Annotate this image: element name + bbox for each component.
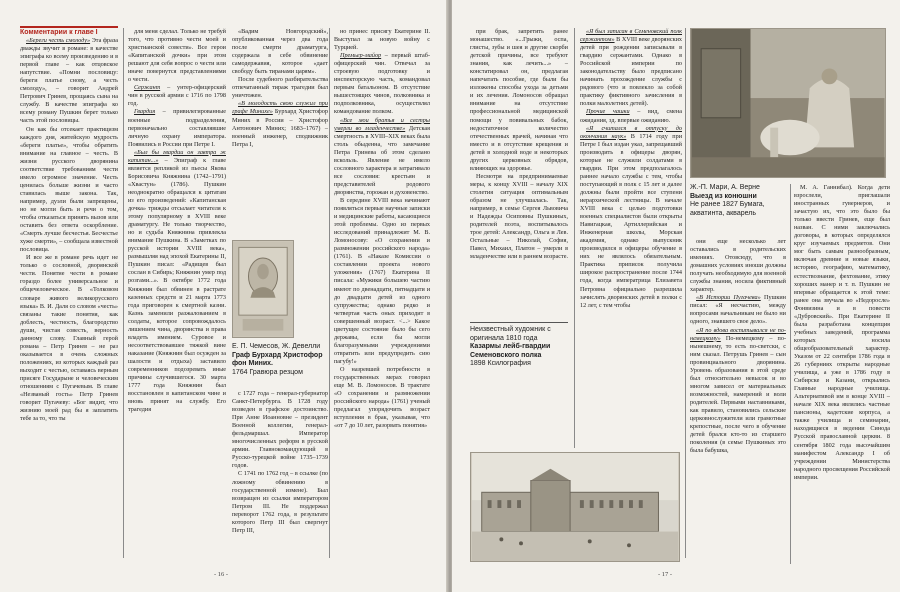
commentary-paragraph bbox=[580, 108, 682, 124]
paragraph-text: После судебного разбирательства отпечатанный тираж трагедии был уничтожен. bbox=[232, 76, 328, 100]
left-col-3-top bbox=[232, 28, 328, 233]
paragraph-lemma: Премьер-майор bbox=[340, 52, 382, 60]
right-col-1-top bbox=[470, 28, 568, 318]
paragraph-text: И все же в романе речь идет не только о сословной, дворянской чести. Понятие чести в романе гораздо более универсальное и общечеловеческое. В «Толковом словаре живого великорусского языка» В. И. Даля со словом «честь» связаны такие понятия, как доблесть, честность, благородство души, чистая совесть, верность данному слову. Главный герой романа – Петр Гринев – не раз оказывается в очень сложных положениях, из которых каждый раз выходит с честью, оставаясь верным присяге Государыне и человеческим отношениям с Пугачевым. В главе «Незваный гость» Петр Гринев говорит Пугачеву: «Бог видит, что жизнию моей рад бы я заплатить тебе за то, что ты bbox=[20, 254, 118, 423]
genre-painting bbox=[690, 28, 886, 178]
caption-author: Ж.-П. Мари, А. Верне bbox=[690, 184, 760, 191]
commentary-paragraph bbox=[690, 294, 786, 326]
commentary-paragraph bbox=[232, 100, 328, 148]
paragraph-text: В XVIII веке дворянских детей при рождении записывали в гвардию сержантами. Однако в Российской империи по законодательству было предписано начинать прохождение службы с рядового (что и повлекло за собой практику фиктивного зачисления в полки малолетних детей). bbox=[580, 36, 682, 108]
commentary-paragraph bbox=[232, 76, 328, 100]
barracks-caption bbox=[470, 326, 582, 369]
paragraph-lemma: «В Истории Пугачева» bbox=[696, 294, 761, 302]
paragraph-lemma: «Я был записан в Семеновский полк сержантом» bbox=[580, 28, 682, 44]
commentary-paragraph bbox=[128, 108, 226, 148]
paragraph-lemma: «Был бы гвардии он завтра ж капитан...» bbox=[128, 148, 226, 164]
paragraph-text: М. А. Ганнибал). Когда дети взрослели, приглашали иностранных гувернеров, и зачастую их, что это было бы только ввести Гринев, еще был назван. С ними заключались договоры, в которых определялся круг изучаемых предметов. Они мог быть самым разнообразным, включая древние и новые языки, историю, географию, математику, естествознание, фехтование, этику хороших манер и т. п. Пушкин не впервые обращается к этой теме: ранее она звучала во «Недоросле» Фонвизина и в повести «Дубровский». При Екатерине II была разработана концепция учебных заведений, программа которых носила общеобразовательный характер. Указом от 22 сентября 1786 года в 26 губерниях открыты народные училища, а уже в 1786 году в Сибирске и Казани, открылись Главные народные училища. Альтернативой им в конце XVIII – начале XIX века являлись частные пансионы, кадетские корпуса, а также училища и семинарии, находящиеся в ведении Синода Русской православной церкви. 8 сентября 1802 года высочайшим манифестом Александр I об учреждении Министерства народного просвещения Российской империи. bbox=[794, 184, 890, 481]
left-col-1 bbox=[20, 28, 118, 568]
caption-meta: Не ранее 1827 Бумага, акватинта, акварель bbox=[690, 201, 765, 217]
paragraph-text: они еще несколько лет оставались в родительских имениях. Отовсюду, что в домашних условиях иноши должны получать необходимую для военной службы знания, носила фиктивный характер. bbox=[690, 238, 786, 294]
paragraph-text: – унтер-офицерский чин в русской армии с 1716 по 1798 год. bbox=[128, 84, 226, 108]
paragraph-lemma: Сержант bbox=[134, 84, 161, 92]
commentary-paragraph bbox=[128, 84, 226, 108]
barracks-engraving bbox=[470, 452, 680, 562]
commentary-paragraph bbox=[334, 197, 430, 366]
paragraph-lemma: «Все мои братья и сестры умерли во младенчестве» bbox=[334, 116, 430, 132]
paragraph-text: но принес присягу Екатерине II. Выступал за новую войну с Турцией. bbox=[334, 28, 430, 52]
left-col-3-bottom bbox=[232, 390, 328, 568]
portrait-engraving bbox=[232, 240, 294, 338]
paragraph-text: – привилегированные военные подразделения, первоначально составлявшие личную охрану императора. Появились в России при Петре I. bbox=[128, 108, 226, 148]
paragraph-text: «Вадим Новгородский», опубликованная через два года после смерти драматурга, содержала в себе обвинение самодержавия, которое «дает свободу быть тиранами царям». bbox=[232, 28, 328, 76]
commentary-paragraph bbox=[334, 52, 430, 116]
commentary-paragraph bbox=[20, 126, 118, 255]
portrait-image bbox=[233, 241, 293, 337]
commentary-paragraph bbox=[232, 28, 328, 76]
paragraph-text: Детская смертность в XVIII–XIX веках была столь обыденна, что замечание Петра Гринева об этом сделано вскользь. Явление не имело сословного характера и затрагивало все сословия: крестьян и представителей родового дворянства, горожан и духовенство. bbox=[334, 124, 430, 196]
paragraph-text: В середине XVIII века начинают появляться первые научные записки и медицинские работы, касающиеся этой проблемы. Одно из первых исследований принадлежит М. В. Ломоносову: «О сохранении и размножении российского народа» (1761). В «Наказе Комиссии о составлении проекта нового уложения» (1767) Екатерина II писала: «Мужики большею частию имеют по двенадцати, пятнадцати и до двадцати детей из одного супружества; однако редко и четвертая часть оных приходит в совершенный возраст. <...> Какое цветущее состояние было бы сего державы, если бы могли благоразумными учреждениями отвратить или предупредить сию пагубу!» bbox=[334, 196, 430, 365]
column-divider bbox=[685, 28, 686, 558]
right-col-3 bbox=[690, 238, 786, 568]
column-divider bbox=[574, 28, 575, 448]
paragraph-lemma: «Я считался в отпуску до окончания наук» bbox=[580, 124, 682, 140]
commentary-paragraph bbox=[128, 149, 226, 415]
commentary-paragraph bbox=[20, 254, 118, 423]
commentary-paragraph bbox=[334, 28, 430, 52]
commentary-paragraph bbox=[794, 184, 890, 482]
paragraph-text: Бурхард Христофор Миних в России – Христофор Антонович Миних; 1683–1767) – военный инженер, сподвижник Петра I, bbox=[232, 108, 328, 148]
genre-painting-caption bbox=[690, 184, 786, 218]
caption-meta: 1898 Ксилография bbox=[470, 360, 531, 368]
column-divider bbox=[123, 28, 124, 558]
paragraph-lemma: «Я по вдова воспитывался не по-немецкому» bbox=[690, 326, 786, 342]
paragraph-text: Несмотря на предпринимаемые меры, к концу XVIII – началу XIX столетия ситуация оптимальным образом не улучшалась. Так, например, в семье Сергея Львовича и Надежды Осиповны Пушкиных, родителей поэта, воспитывалось трое детей: Александр, Ольга и Лев. Остальные – Николай, София, Павел, Михаил, Платон – умерли в младенчестве или в раннем возрасте. bbox=[470, 172, 568, 261]
caption-title: Казармы лейб-гвардии Семеновского полка bbox=[470, 343, 551, 359]
left-col-2 bbox=[128, 28, 226, 568]
commentary-paragraph bbox=[20, 37, 118, 126]
paragraph-text: Он как бы отсекает практицизм каждого дня, житейскую мудрость «береги платье», чтобы обратить внимание на главное – честь. В жизни русского дворянина соответствие требованиям чести имело огромное значение. Честь ценилась больше жизни и часто ставилась выше закона. Так, например, дуэли были запрещены, но не могли быть и речи о том, чтобы отказаться принять вызов или оставить без ответа оскорбление. «Смерть лучше бесчестья. Бесчестье хуже смерти», – сообщала известной пословица. bbox=[20, 125, 118, 254]
paragraph-text: О назревшей потребности в государственных мерах говорил еще М. В. Ломоносов. В трактате «О сохранении и размножении российского народа» (1761) ученый предлагал упорядочить возраст вступления в брак, указывая, что «от 7 до 10 лет, разорвать понятия» bbox=[334, 365, 430, 430]
commentary-paragraph bbox=[232, 470, 328, 534]
caption-author: Неизвестный художник с оригинала 1810 года bbox=[470, 326, 551, 342]
paragraph-lemma: «Береги честь смолоду» bbox=[26, 37, 91, 44]
commentary-paragraph bbox=[334, 366, 430, 430]
genre-painting-image bbox=[691, 29, 885, 177]
paragraph-text: при брак, запретить ранее монашество. «...Грыжи, оспа, глисты, зубы и шея и другие скорби детской причины, все требуют знания, как лечить...» – констатировал он, предлагая напечатать пособие, где были бы изложены способы ухода за детьми и их лечения. Ломоносов обращал внимание на отсутствие профессиональной медицинской помощи у повивальных бабок, недостаточное количество отечественных врачей, начиная что вместо и в отсутствие крещения и детей в холодной воде и некоторых других церковных обрядов, влияющих на здоровье. bbox=[470, 28, 568, 172]
page-number: - 17 - bbox=[658, 571, 673, 578]
commentary-paragraph bbox=[690, 238, 786, 294]
commentary-paragraph bbox=[470, 28, 568, 173]
paragraph-text: с 1727 года – генерал-губернатор Санкт-Петербурга. В 1728 году возведен в графское достоинство. При Анне Иоанновне – президент Военной коллегии, генерал-фельдмаршал. Император многочисленных реформ в русской армии. Главнокомандующий в Русско-турецкой войне 1735–1739 годов. bbox=[232, 390, 328, 470]
portrait-caption bbox=[232, 343, 328, 377]
paragraph-text: В 1714 году при Петре I был издан указ, запрещавший производить в офицеры дворян, которые не служили солдатами в гвардии. При этом предполагалось раннее начало службы с тем, чтобы поступающий в полк с 15 лет и далее должны были пройти все ступени иерархической лестницы. В начале XVIII века с целью подготовки военных специалистов были открыты Навигацкая, Артиллерийская и Инженерная школы, Морская академия, однако выпускник производился в офицеры обучение в них не являлось обязательным. Практика приписок получила широкое распространение после 1744 года, когда императрица Елизавета Петровна официально разрешила зачислять дворянских детей в полки с 12 лет, с тем чтобы bbox=[580, 132, 682, 309]
left-page bbox=[0, 0, 448, 592]
paragraph-text: – вид, смена ожидания, зд. впервые ожиданию. bbox=[580, 108, 682, 124]
paragraph-lemma: Гвардия bbox=[134, 108, 156, 116]
caption-rule bbox=[470, 322, 568, 323]
commentary-paragraph bbox=[470, 173, 568, 262]
paragraph-text: С 1741 по 1762 год – в ссылке (по ложному обвинению в государственной измене). Был возвращен из ссылки императором Петром III. Не поддержал переворот 1762 года, в результате которого Петр III был свергнут Петр III, bbox=[232, 470, 328, 534]
commentary-paragraph bbox=[334, 117, 430, 197]
paragraph-lemma: Прочие чашки bbox=[586, 108, 630, 116]
commentary-paragraph bbox=[690, 327, 786, 456]
paragraph-text: Пушкин писал: «Я несчастию, между вопросами начальникам не было ни одного, знавшего свое дело». bbox=[690, 294, 786, 326]
paragraph-lemma: «В молодость свою служил при графе Минихе» bbox=[232, 100, 328, 116]
commentary-paragraph bbox=[232, 390, 328, 470]
paragraph-text: По-немецкому – по-нынешнему, то есть по-светски, с ним сказал. Петрушь Гринев – сын провинциального дворянина. Уровень образования в этой среде был относительно невысок и во многом зависел от материальных возможностей, намерений и воли родителей. Первыми наставниками, как правило, становились сельские церковнослужители или грамотные крепостные, после чего в обучение детей брался кто-то из старшего поколения (в семье Пушкиных это была бабушка, bbox=[690, 334, 786, 455]
caption-author: Е. П. Чемесов, Ж. Девелли bbox=[232, 343, 321, 350]
right-col-2 bbox=[580, 28, 682, 448]
left-col-4 bbox=[334, 28, 430, 568]
right-col-4 bbox=[794, 184, 890, 568]
paragraph-text: Эта фраза дважды звучит в романе: в качестве эпиграфа ко всему произведению и в первой главе – как отцовское напутствие. «Помни пословицу: береги платье снову, а честь смолоду», – говорит Андрей Петрович Гринев, прощаясь сына на службу. В качестве эпиграфа ко всему роману Пушкин берет только часть этой пословицы. bbox=[20, 37, 118, 125]
paragraph-text: для меня сделал. Только не требуй того, что противно чести моей и христианской совести». Все герои «Капитанской дочки» при этом решают для себя вопрос о чести или иначе повернутся представлениями о чести. bbox=[128, 28, 226, 84]
caption-title: Выезд из конюшни bbox=[690, 192, 757, 200]
page-number: - 16 - bbox=[214, 571, 229, 578]
barracks-image bbox=[471, 453, 679, 561]
paragraph-text: – первый штаб-офицерский чин. Отвечал за строевую подготовку и инспекторскую часть, командовал первым батальоном. В отсутствие вышестоящих чинов, полковника и подполковника, осуществлял командование полком. bbox=[334, 52, 430, 116]
column-divider bbox=[329, 28, 330, 558]
paragraph-text: – Эпиграф к главе является репликой из пьесы Якова Борисовича Княжнина (1742–1791) «Хвастун» (1786). Пушкин неоднократно обращался к цитатам из его произведений: «Капитанская дочка» трижды отсылает читателя к этому популярному в XVIII веке драматургу. Не только творчество, но и судьба Княжнина привлекла внимание Пушкина. В «Заметках по русской истории XVIII века», размышляя над эпохой Екатерины II, Пушкин писал: «Радищев был сослан в Сибирь; Княжнин умер под розгами...». В октябре 1772 года Княжнин был обвинен в растрате казенных средств и 21 марта 1773 года приговорен к смертной казни. Казнь заменили разжалованием в солдаты, которое сопровождалось лишением чина, дворянства и права владеть имением. Суровое и несоответствовавшее тяжкой вине наказание (Княжнин был осужден за шалости и отдыха) заставило современников подозревать иные причины случившегося. 30 марта 1777 года Княжнин был восстановлен в капитанском чине и вновь принят на службу. Его трагедия bbox=[128, 156, 226, 414]
column-divider bbox=[790, 184, 791, 564]
section-heading: Комментарии к главе I bbox=[20, 29, 98, 36]
caption-title: Граф Бурхард Христофор фон Миних. bbox=[232, 351, 323, 368]
commentary-paragraph bbox=[580, 28, 682, 108]
caption-meta: 1764 Гравюра резцом bbox=[232, 368, 303, 376]
commentary-paragraph bbox=[580, 125, 682, 310]
right-page bbox=[452, 0, 900, 592]
commentary-paragraph bbox=[128, 28, 226, 84]
